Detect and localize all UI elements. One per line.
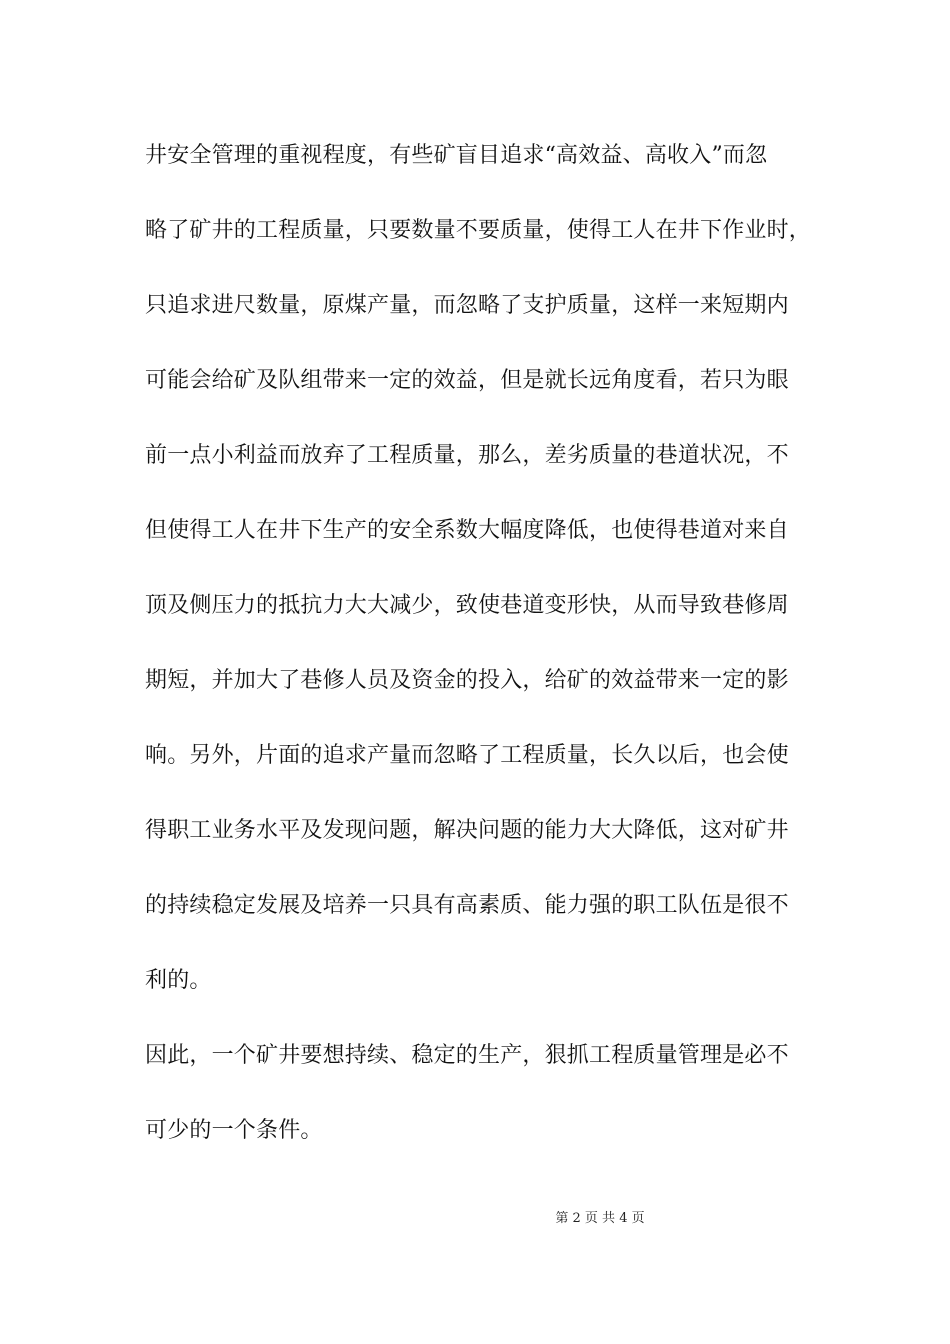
body-text-line: 可少的一个条件。 <box>145 1118 323 1143</box>
body-text-line: 井安全管理的重视程度，有些矿盲目追求“高效益、高收入”而忽 <box>145 143 768 168</box>
body-text-line: 可能会给矿及队组带来一定的效益，但是就长远角度看，若只为眼 <box>145 368 789 393</box>
page-number: 第 2 页 共 4 页 <box>555 1211 645 1226</box>
page-footer <box>0 1210 950 1228</box>
body-text-line: 前一点小利益而放弃了工程质量，那么，差劣质量的巷道状况，不 <box>145 443 789 468</box>
body-text-line: 但使得工人在井下生产的安全系数大幅度降低，也使得巷道对来自 <box>145 518 789 543</box>
body-text-line: 响。另外，片面的追求产量而忽略了工程质量，长久以后，也会使 <box>145 743 789 768</box>
body-text-line: 利的。 <box>145 968 212 993</box>
body-text-line: 的持续稳定发展及培养一只具有高素质、能力强的职工队伍是很不 <box>145 893 789 918</box>
body-text-line: 只追求进尺数量，原煤产量，而忽略了支护质量，这样一来短期内 <box>145 293 789 318</box>
body-text-line: 期短，并加大了巷修人员及资金的投入，给矿的效益带来一定的影 <box>145 668 789 693</box>
body-text-line: 顶及侧压力的抵抗力大大减少，致使巷道变形快，从而导致巷修周 <box>145 593 789 618</box>
body-text-line: 略了矿井的工程质量，只要数量不要质量，使得工人在井下作业时， <box>145 218 812 243</box>
body-text-line: 因此，一个矿井要想持续、稳定的生产，狠抓工程质量管理是必不 <box>145 1043 789 1068</box>
body-text-line: 得职工业务水平及发现问题，解决问题的能力大大降低，这对矿井 <box>145 818 789 843</box>
